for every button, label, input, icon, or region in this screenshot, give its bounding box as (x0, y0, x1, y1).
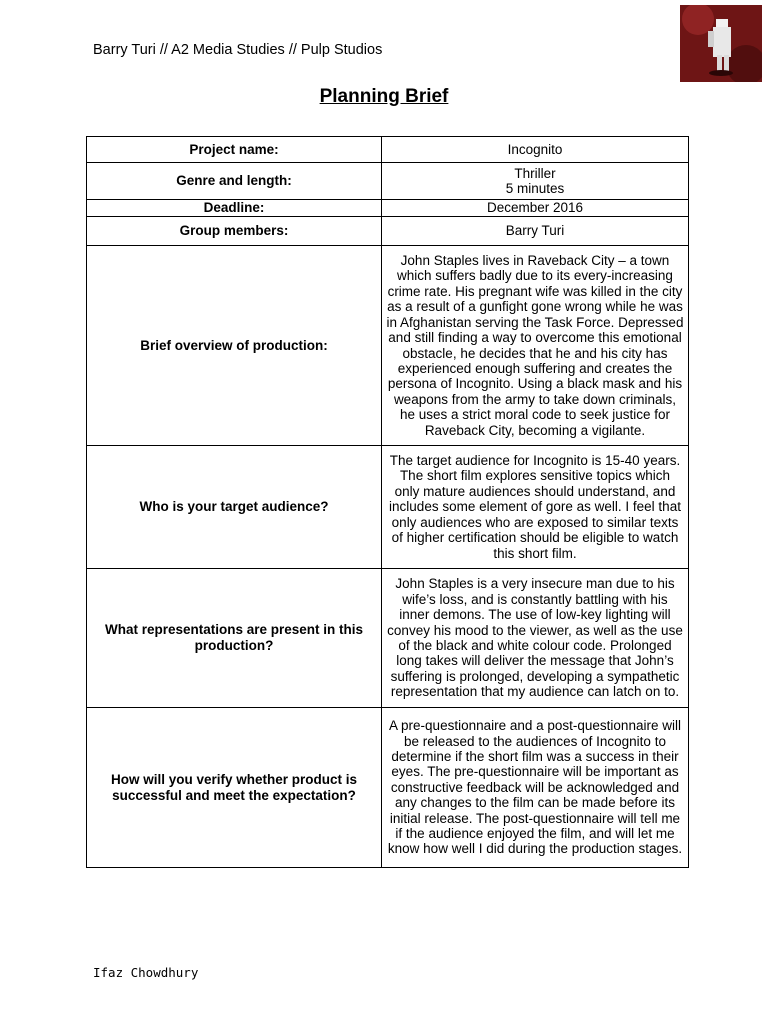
table-row (87, 137, 689, 163)
row-value: John Staples lives in Raveback City – a town which suffers badly due to its every-increasing crime rate. His pregnant wife was killed in the city as a result of a gunfight gone wrong while he was in Afghanistan serving the Task Force. Depressed and still finding a way to overcome this emotional obstacle, he decides that he and his city has experienced enough suffering and creates the persona of Incognito. Using a black mask and his weapons from the army to take down criminals, he uses a strict moral code to seek justice for Raveback City, becoming a vigilante. (382, 246, 689, 446)
table-row (87, 569, 689, 708)
genre-line: Thriller 5 minutes (505, 165, 565, 196)
row-label: Group members: (87, 217, 382, 246)
row-value: Incognito (382, 137, 689, 163)
table-row (87, 708, 689, 868)
page-title-text: Planning Brief (319, 86, 449, 107)
row-label: What representations are present in this production? (87, 569, 382, 708)
row-label: Deadline: (87, 200, 382, 217)
pulp-studios-logo-image (680, 5, 762, 82)
table-row (87, 163, 689, 200)
footer-author-name: Ifaz Chowdhury (93, 965, 199, 980)
row-label: Project name: (87, 137, 382, 163)
row-value (382, 163, 689, 200)
planning-brief-table (86, 136, 689, 868)
row-value: A pre-questionnaire and a post-questionnaire will be released to the audiences of Incognito to determine if the short film was a success in their eyes. The pre-questionnaire will be important as constructive feedback will be acknowledged and any changes to the film can be made before its initial release. The post-questionnaire will tell me if the audience enjoyed the film, and will let me know how well I did during the production stages. (382, 708, 689, 868)
table-row (87, 446, 689, 569)
row-label: Genre and length: (87, 163, 382, 200)
header-text: Barry Turi // A2 Media Studies // Pulp Studios (93, 42, 383, 58)
table-row (87, 200, 689, 217)
row-value: December 2016 (382, 200, 689, 217)
table-row (87, 217, 689, 246)
table-row (87, 246, 689, 446)
row-value: John Staples is a very insecure man due to his wife’s loss, and is constantly battling with his inner demons. The use of low-key lighting will convey his mood to the viewer, as well as the use of the black and white colour code. Prolonged long takes will deliver the message that John’s suffering is prolonged, developing a sympathetic representation that my audience can latch on to. (382, 569, 689, 708)
row-value: The target audience for Incognito is 15-40 years. The short film explores sensitive topics which only mature audiences should understand, and includes some element of gore as well. I feel that only audiences who are exposed to similar texts of higher certification should be eligible to watch this short film. (382, 446, 689, 569)
page-title (0, 86, 768, 108)
row-label: Brief overview of production: (87, 246, 382, 446)
row-value: Barry Turi (382, 217, 689, 246)
row-label: Who is your target audience? (87, 446, 382, 569)
row-label: How will you verify whether product is successful and meet the expectation? (87, 708, 382, 868)
